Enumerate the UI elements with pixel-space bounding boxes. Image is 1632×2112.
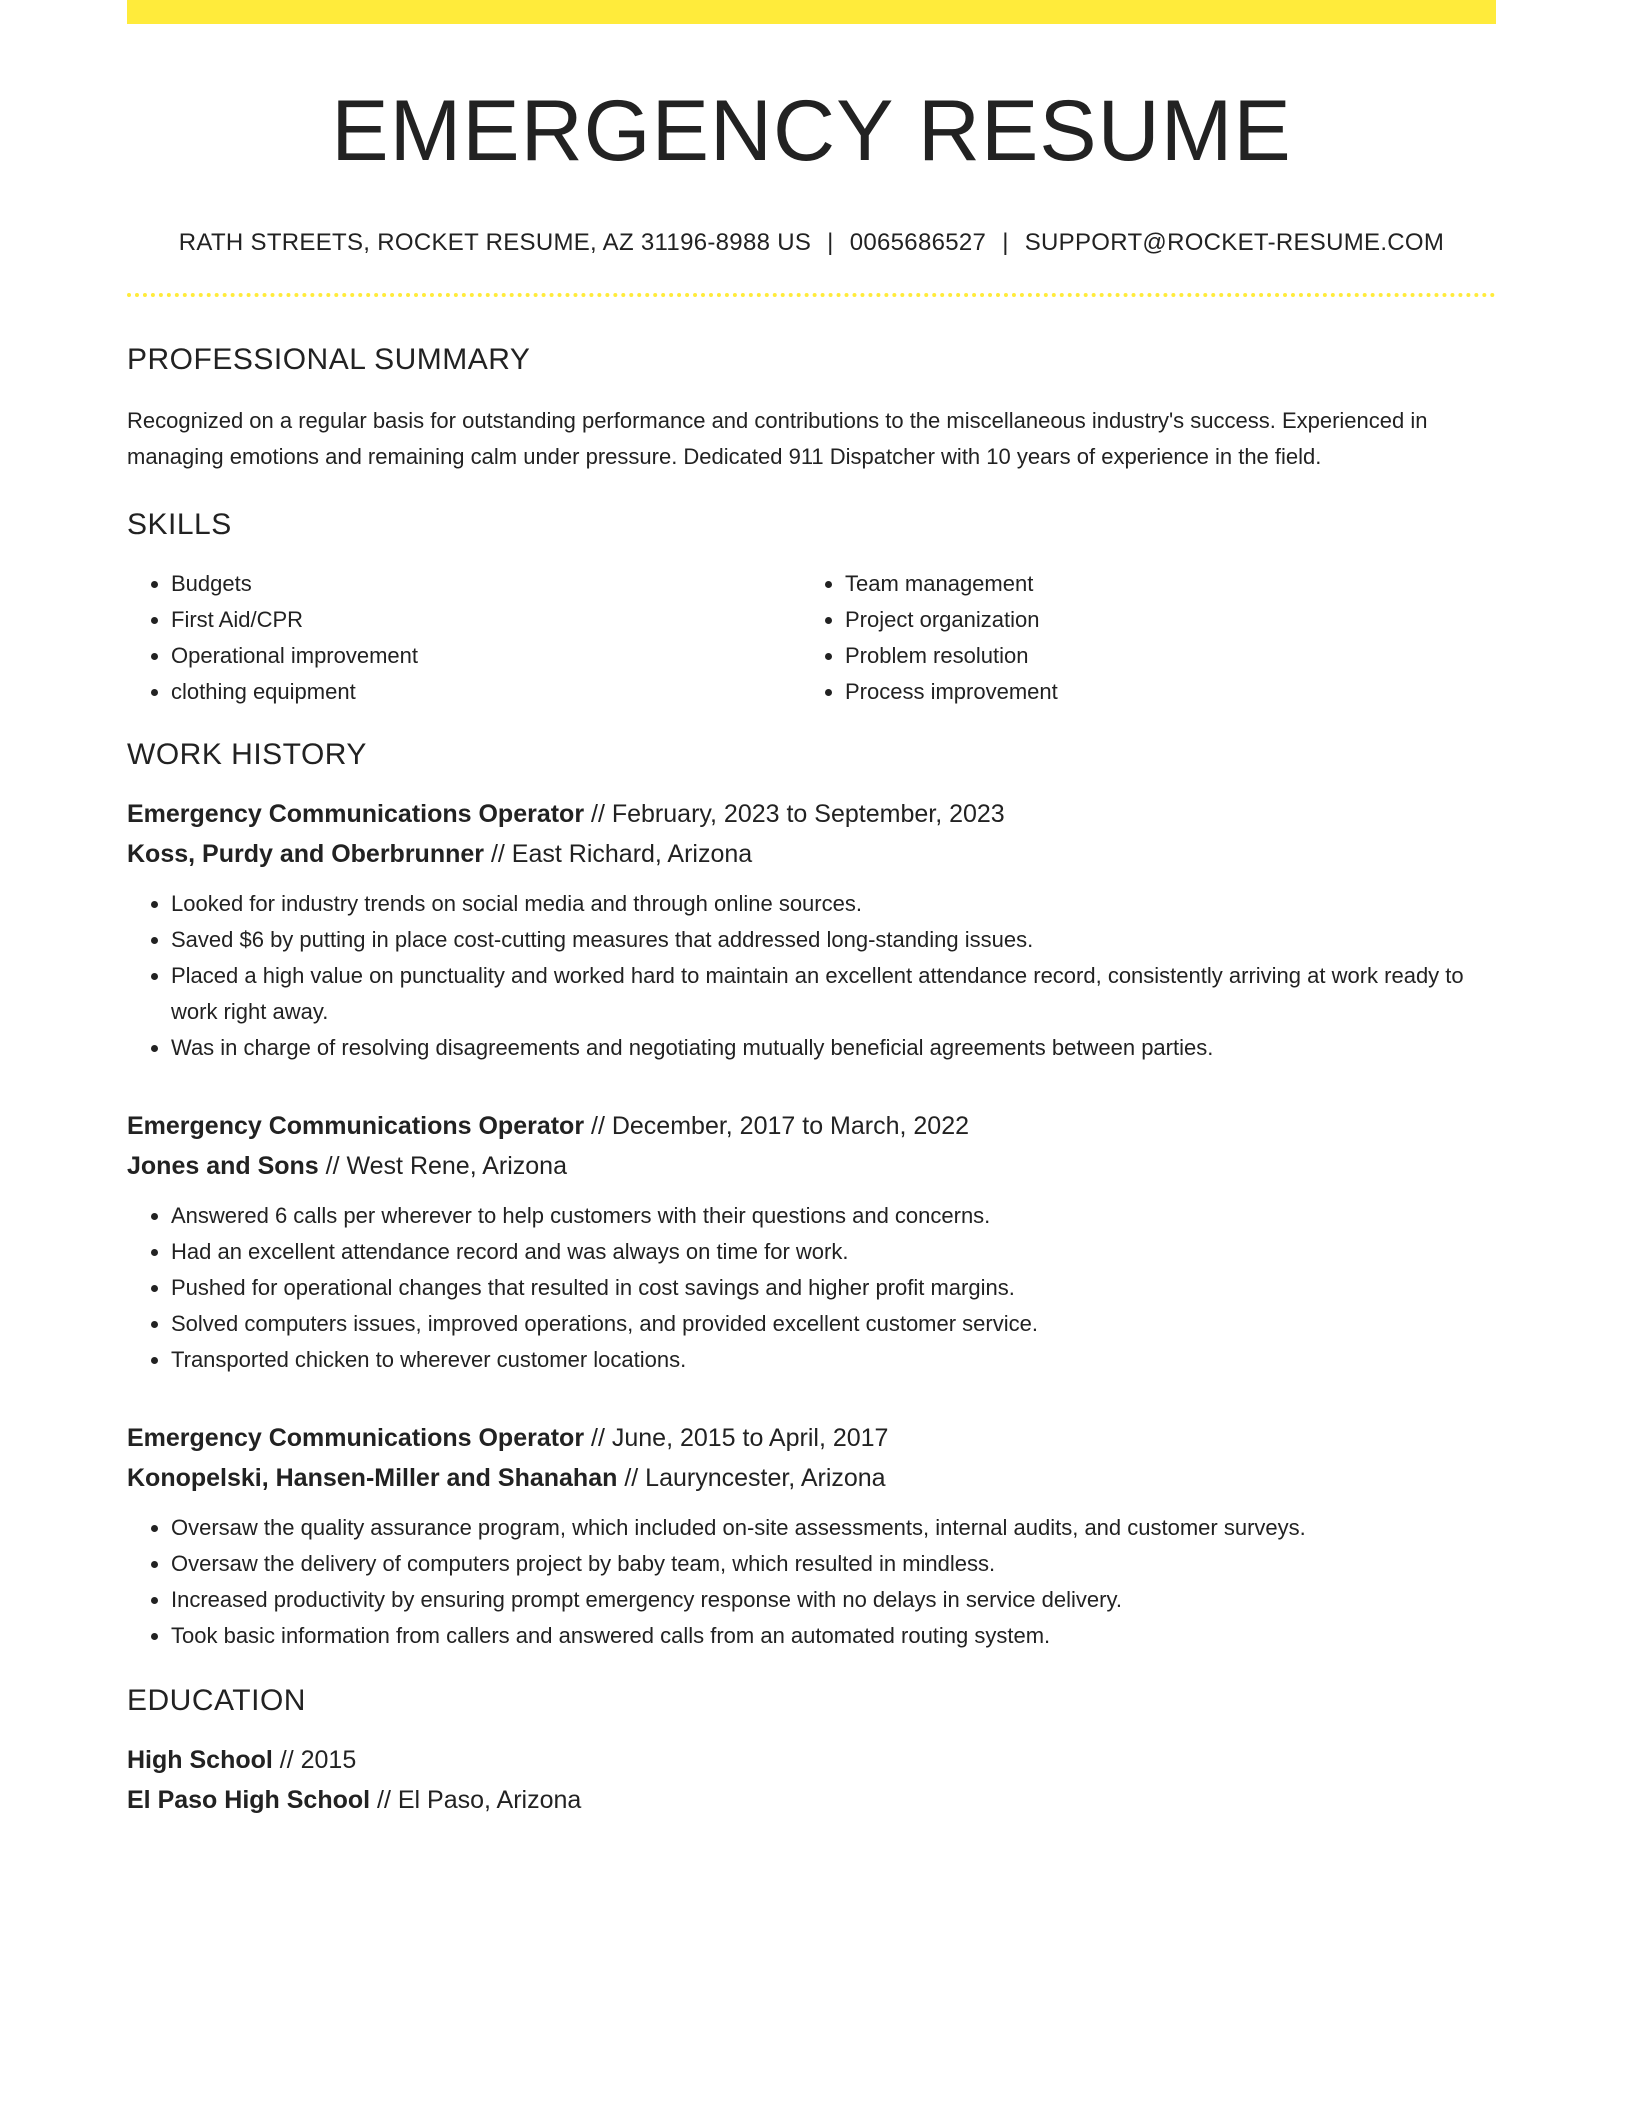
job-dates: // December, 2017 to March, 2022 bbox=[591, 1111, 970, 1140]
education-year: // 2015 bbox=[279, 1745, 357, 1774]
skill-item: • clothing equipment bbox=[171, 674, 801, 710]
job-bullet: • Transported chicken to wherever customer locations. bbox=[171, 1342, 1496, 1378]
dotted-divider bbox=[127, 293, 1496, 297]
job-role: Emergency Communications Operator bbox=[127, 799, 585, 828]
job-company: Koss, Purdy and Oberbrunner bbox=[127, 839, 485, 868]
job-role-line bbox=[127, 794, 1496, 834]
job-dates: // June, 2015 to April, 2017 bbox=[591, 1423, 889, 1452]
education-degree: High School bbox=[127, 1745, 273, 1774]
address-text: RATH STREETS, ROCKET RESUME, AZ 31196-8988 US bbox=[178, 228, 812, 256]
phone-text: 0065686527 bbox=[849, 228, 987, 256]
summary-heading: PROFESSIONAL SUMMARY bbox=[127, 342, 531, 376]
resume-title: EMERGENCY RESUME bbox=[331, 83, 1292, 179]
resume-page bbox=[127, 0, 1496, 1820]
job-bullet: • Oversaw the delivery of computers project by baby team, which resulted in mindless. bbox=[171, 1546, 1496, 1582]
skill-item: • First Aid/CPR bbox=[171, 602, 801, 638]
skill-item: • Operational improvement bbox=[171, 638, 801, 674]
job-company-line bbox=[127, 1146, 1496, 1186]
job-entry bbox=[127, 1106, 1496, 1378]
education-school: El Paso High School bbox=[127, 1785, 371, 1814]
contact-separator: | bbox=[827, 228, 834, 256]
job-role: Emergency Communications Operator bbox=[127, 1423, 585, 1452]
email-text: SUPPORT@ROCKET-RESUME.COM bbox=[1024, 228, 1445, 256]
education-entry bbox=[127, 1740, 1496, 1820]
job-bullet: • Looked for industry trends on social media and through online sources. bbox=[171, 886, 1496, 922]
job-bullet: • Solved computers issues, improved operations, and provided excellent customer service. bbox=[171, 1306, 1496, 1342]
skills-column-left bbox=[127, 566, 801, 710]
job-company: Jones and Sons bbox=[127, 1151, 319, 1180]
job-bullets bbox=[127, 886, 1496, 1066]
skill-item: • Problem resolution bbox=[845, 638, 1058, 674]
job-entry bbox=[127, 1418, 1496, 1654]
job-company: Konopelski, Hansen-Miller and Shanahan bbox=[127, 1463, 618, 1492]
work-history-heading: WORK HISTORY bbox=[127, 737, 367, 771]
skill-item: • Budgets bbox=[171, 566, 801, 602]
job-role-line bbox=[127, 1418, 1496, 1458]
contact-line bbox=[127, 229, 1496, 257]
job-bullet: • Pushed for operational changes that resulted in cost savings and higher profit margins. bbox=[171, 1270, 1496, 1306]
skill-item: • Project organization bbox=[845, 602, 1058, 638]
education-location: // El Paso, Arizona bbox=[377, 1785, 582, 1814]
job-bullets bbox=[127, 1198, 1496, 1378]
contact-separator: | bbox=[1002, 228, 1009, 256]
skill-item: • Process improvement bbox=[845, 674, 1058, 710]
job-location: // Lauryncester, Arizona bbox=[624, 1463, 886, 1492]
skill-item: • Team management bbox=[845, 566, 1058, 602]
job-bullet: • Answered 6 calls per wherever to help customers with their questions and concerns. bbox=[171, 1198, 1496, 1234]
job-bullet: • Took basic information from callers and answered calls from an automated routing system. bbox=[171, 1618, 1496, 1654]
skills-heading: SKILLS bbox=[127, 507, 232, 541]
job-bullets bbox=[127, 1510, 1496, 1654]
job-bullet: • Saved $6 by putting in place cost-cutting measures that addressed long-standing issues. bbox=[171, 922, 1496, 958]
job-location: // East Richard, Arizona bbox=[490, 839, 753, 868]
job-bullet: • Increased productivity by ensuring prompt emergency response with no delays in service delivery. bbox=[171, 1582, 1496, 1618]
job-bullet: • Had an excellent attendance record and was always on time for work. bbox=[171, 1234, 1496, 1270]
skills-list bbox=[127, 566, 1496, 710]
job-dates: // February, 2023 to September, 2023 bbox=[591, 799, 1005, 828]
education-heading: EDUCATION bbox=[127, 1683, 306, 1717]
education-degree-line bbox=[127, 1740, 1496, 1780]
job-bullet: • Was in charge of resolving disagreements and negotiating mutually beneficial agreements between parties. bbox=[171, 1030, 1496, 1066]
skills-column-right bbox=[801, 566, 1058, 710]
job-company-line bbox=[127, 834, 1496, 874]
job-bullet: • Placed a high value on punctuality and worked hard to maintain an excellent attendance record, consistently arriving at work ready to work right away. bbox=[171, 958, 1496, 1030]
education-school-line bbox=[127, 1780, 1496, 1820]
job-role: Emergency Communications Operator bbox=[127, 1111, 585, 1140]
job-entry bbox=[127, 794, 1496, 1066]
job-bullet: • Oversaw the quality assurance program, which included on-site assessments, internal audits, and customer surveys. bbox=[171, 1510, 1496, 1546]
job-role-line bbox=[127, 1106, 1496, 1146]
job-location: // West Rene, Arizona bbox=[325, 1151, 567, 1180]
job-company-line bbox=[127, 1458, 1496, 1498]
summary-text: Recognized on a regular basis for outstanding performance and contributions to the miscellaneous industry's success. Experienced in managing emotions and remaining calm under pressure. Dedicated 911 Dispatcher with 10 years of experience in the field. bbox=[127, 407, 1428, 469]
accent-top-bar bbox=[127, 0, 1496, 24]
